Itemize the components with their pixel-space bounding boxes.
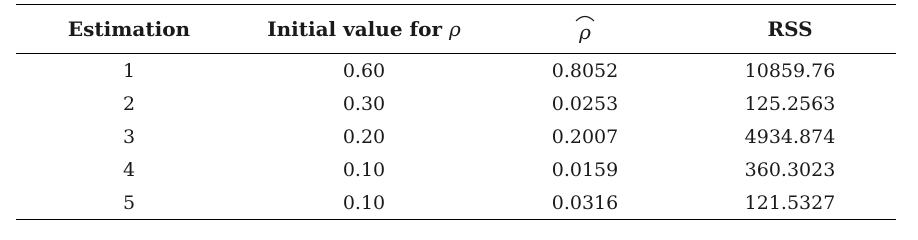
cell-rss: 121.5327 [684,186,896,220]
header-rss-label: RSS [767,17,813,41]
header-rss [684,5,896,54]
table-row [16,54,896,88]
cell-rho-hat: 0.8052 [551,59,619,82]
header-initial-value-label: Initial value for [267,17,442,41]
header-estimation [16,5,242,54]
rho-hat-symbol [579,14,591,44]
header-initial-value [242,5,486,54]
hat-accent-icon [575,14,595,22]
cell-estimation: 3 [122,125,136,148]
cell-rss: 10859.76 [744,59,836,82]
header-rho-hat [486,5,684,54]
cell-estimation: 2 [122,92,136,115]
table-body [16,54,896,220]
cell-rho-hat: 0.0159 [551,158,619,181]
cell-estimation: 5 [16,186,242,220]
cell-initial-value: 0.20 [342,125,386,148]
cell-initial-value: 0.10 [242,186,486,220]
rho-hat-letter: ρ [579,20,591,44]
table-row [16,87,896,120]
cell-estimation: 4 [122,158,136,181]
cell-rss: 4934.874 [744,125,836,148]
cell-initial-value: 0.60 [342,59,386,82]
estimation-results-table [16,4,896,220]
cell-rss: 125.2563 [744,92,836,115]
table-row [16,186,896,220]
cell-initial-value: 0.30 [342,92,386,115]
cell-rho-hat: 0.2007 [551,125,619,148]
table-row [16,120,896,153]
cell-rss: 360.3023 [744,158,836,181]
cell-estimation: 1 [122,59,136,82]
cell-rho-hat: 0.0253 [551,92,619,115]
header-row [16,5,896,54]
cell-rho-hat: 0.0316 [486,186,684,220]
header-initial-rho-symbol: ρ [448,17,461,41]
table-header [16,5,896,54]
header-estimation-label: Estimation [67,17,191,41]
cell-initial-value: 0.10 [342,158,386,181]
table-row [16,153,896,186]
